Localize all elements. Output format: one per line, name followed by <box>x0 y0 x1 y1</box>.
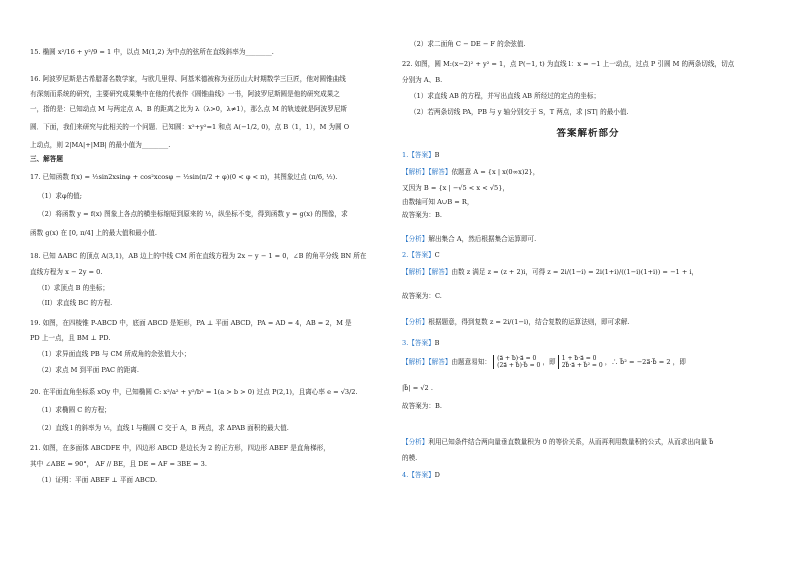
question-21: 21. 如图，在多面体 ABCDFE 中，四边形 ABCD 是边长为 2 的正方形，四边形 ABEF 是直角梯形， <box>30 444 330 452</box>
equation-system <box>558 355 603 369</box>
question-18-part: （I）求顶点 B 的坐标； <box>38 284 109 292</box>
explanation-text: 由题意易知： <box>451 358 492 367</box>
explanation-text: 故答案为：C. <box>402 292 442 300</box>
question-22-part: （1）求直线 AB 的方程，并写出直线 AB 所经过的定点的坐标； <box>410 92 601 100</box>
explanation-text: ，即 <box>542 358 556 367</box>
question-17: 17. 已知函数 f(x) = ½sin2xsinφ + cos²xcosφ − ½sin(π/2 + φ)(0 < φ < π)，其图象过点 (π/6, ½). <box>30 173 338 181</box>
question-22: 分别为 A、B. <box>402 76 443 84</box>
equation: 1 + b⃗·a⃗ = 0 <box>561 355 597 362</box>
explanation-tag: 【解析】【解答】 <box>402 358 452 367</box>
question-16-line: 有深刻而系统的研究，主要研究成果集中在他的代表作《圆锥曲线》一书，阿波罗尼斯圆是他的研究成果之 <box>30 90 340 98</box>
question-19: 19. 如图，在四棱锥 P-ABCD 中，底面 ABCD 是矩形，PA ⊥ 平面 ABCD，PA = AD = 4，AB = 2，M 是 <box>30 319 352 327</box>
question-21-part: （2）求二面角 C − DE − F 的余弦值. <box>410 40 526 48</box>
question-15: 15. 椭圆 x²/16 + y²/9 = 1 中，以点 M(1,2) 为中点的弦所在直线斜率为________. <box>30 48 274 56</box>
question-17-part: （1）求φ的值; <box>38 192 83 200</box>
explanation-tag: 【解析】【解答】 <box>402 168 452 176</box>
answer-tag: 3.【答案】 <box>402 339 435 347</box>
question-18-part: （II）求直线 BC 的方程. <box>38 299 113 307</box>
question-18: 直线方程为 x − 2y = 0. <box>30 268 103 276</box>
question-21: 其中 ∠ABE = 90°， AF // BE，且 DE = AF = 3BE = 3. <box>30 460 207 468</box>
question-16-line: 一，指的是：已知动点 M 与两定点 A、B 的距离之比为 λ（λ>0，λ≠1），那么点 M 的轨迹就是阿波罗尼斯 <box>30 105 348 113</box>
answer-value: D <box>434 471 440 479</box>
answer-section-title: 答案解析部分 <box>556 128 620 139</box>
equation: (2a⃗ + b⃗)·b⃗ = 0 <box>497 362 541 370</box>
question-16-line: 16. 阿波罗尼斯是古希腊著名数学家，与欧几里得、阿基米德被称为亚历山大时期数学三巨匠，他对圆锥曲线 <box>30 75 346 83</box>
analysis-tag: 【分析】 <box>402 235 429 243</box>
answer-1 <box>402 151 774 159</box>
answer-value: C <box>434 251 440 259</box>
explanation-text: |b⃗| = √2 . <box>402 384 433 392</box>
analysis-text: 根据题意，得到复数 z = 2i/(1−i)，结合复数的运算法则，即可求解. <box>428 318 630 326</box>
answer-3-analysis <box>402 438 774 446</box>
question-17-part: 函数 g(x) 在 [0, π/4] 上的最大值和最小值. <box>30 229 157 237</box>
question-22-part: （2）若两条切线 PA，PB 与 y 轴分别交于 S，T 两点，求 |ST| 的最小值. <box>410 108 629 116</box>
answer-1-explanation <box>402 168 774 176</box>
equation-system <box>493 355 540 369</box>
question-16-line: 圆．下面，我们来研究与此相关的一个问题．已知圆：x²+y²=1 和点 A(−1/2, 0)，点 B（1，1），M 为圆 O <box>30 123 350 131</box>
question-17-part: （2）将函数 y = f(x) 图象上各点的横坐标缩短到原来的 ½，纵坐标不变，得到函数 y = g(x) 的图像，求 <box>38 210 348 218</box>
question-18: 18. 已知 ΔABC 的顶点 A(3,1)，AB 边上的中线 CM 所在直线方程为 2x − y − 1 = 0，∠B 的角平分线 BN 所在 <box>30 252 367 260</box>
question-20-part: （2）直线 l 的斜率为 ½，直线 l 与椭圆 C 交于 A，B 两点，求 ΔPAB 面积的最大值. <box>38 424 289 432</box>
answer-tag: 1.【答案】 <box>402 151 435 159</box>
answer-1-analysis <box>402 235 774 243</box>
answer-value: B <box>434 339 440 347</box>
equation: 2b⃗·a⃗ + b⃗² = 0 <box>561 362 603 370</box>
analysis-text: 利用已知条件结合两向量垂直数量积为 0 的等价关系，从而再利用数量积的公式，从而求出向量 b⃗ <box>428 438 714 446</box>
analysis-text: 的模. <box>402 454 418 462</box>
question-19-part: （1）求异面直线 PB 与 CM 所成角的余弦值大小； <box>38 350 191 358</box>
explanation-text: 故答案为：B. <box>402 402 442 410</box>
answer-tag: 2.【答案】 <box>402 251 435 259</box>
explanation-text: ，∴ b⃗² = −2a⃗·b⃗ = 2 ，即 <box>604 358 686 367</box>
analysis-text: 解出集合 A，然后根据集合运算即可. <box>428 235 537 243</box>
question-20: 20. 在平面直角坐标系 xOy 中，已知椭圆 C: x²/a² + y²/b² = 1(a > b > 0) 过点 P(2,1)，且离心率 e = √3/2. <box>30 388 358 396</box>
equation: (a⃗ + b⃗)·a⃗ = 0 <box>497 355 537 362</box>
analysis-tag: 【分析】 <box>402 318 429 326</box>
answer-3-explanation <box>402 355 774 377</box>
question-21-part: （1）证明：平面 ABEF ⊥ 平面 ABCD. <box>38 476 158 484</box>
explanation-tag: 【解析】【解答】 <box>402 268 452 276</box>
answer-value: B <box>434 151 440 159</box>
section-heading: 三、解答题 <box>30 155 63 163</box>
question-19-part: （2）求点 M 到平面 PAC 的距离. <box>38 366 140 374</box>
explanation-text: 依题意 A = {x | x(0∞x)2}， <box>451 168 540 176</box>
question-19: PD 上一点，且 BM ⊥ PD. <box>30 334 111 342</box>
explanation-text: 故答案为：B. <box>402 211 442 219</box>
question-22: 22. 如图，圆 M:(x−2)² + y² = 1，点 P(−1, t) 为直线 l：x = −1 上一动点，过点 P 引圆 M 的两条切线，切点 <box>402 60 735 68</box>
explanation-text: 又因为 B = {x | −√5 < x < √5}， <box>402 184 510 192</box>
answer-3 <box>402 339 774 347</box>
analysis-tag: 【分析】 <box>402 438 429 446</box>
answer-2-explanation <box>402 268 774 276</box>
answer-4 <box>402 471 774 479</box>
answer-tag: 4.【答案】 <box>402 471 435 479</box>
question-20-part: （1）求椭圆 C 的方程； <box>38 406 111 414</box>
explanation-text: 由数轴可知 A∪B = R， <box>402 198 474 206</box>
answer-2 <box>402 251 774 259</box>
answer-2-analysis <box>402 318 774 326</box>
explanation-text: 由数 z 满足 z = (z + 2)i，可得 z = 2i/(1−i) = 2i(1+i)/((1−i)(1+i)) = −1 + i， <box>451 268 699 276</box>
question-16-line: 上动点，则 2|MA|+|MB| 的最小值为________. <box>30 141 171 149</box>
